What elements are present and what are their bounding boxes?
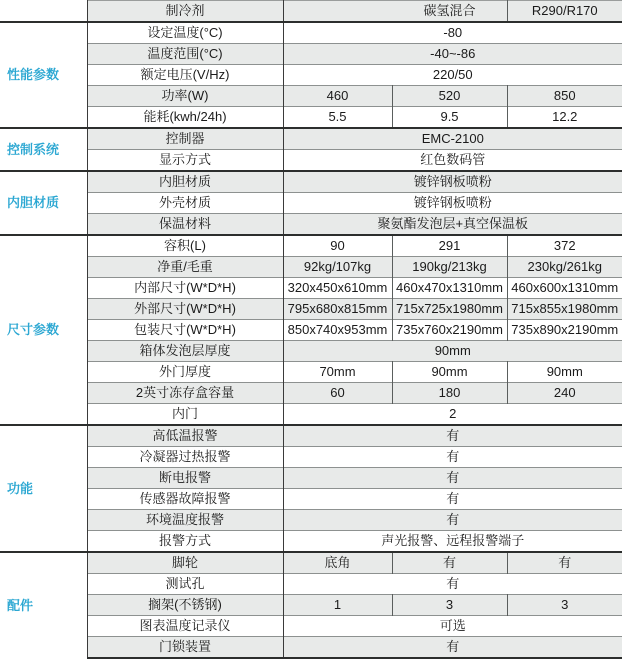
spec-row <box>0 278 622 299</box>
spec-row <box>0 299 622 320</box>
spec-value-cell: 850x740x953mm <box>283 320 392 341</box>
spec-value-cell: 372 <box>507 235 622 257</box>
spec-param-cell: 净重/毛重 <box>87 257 283 278</box>
spec-param-cell: 内门 <box>87 404 283 426</box>
spec-value-cell: 红色数码管 <box>283 150 622 172</box>
spec-param-cell: 容积(L) <box>87 235 283 257</box>
spec-param-cell: 功率(W) <box>87 86 283 107</box>
spec-row <box>0 341 622 362</box>
spec-param-cell: 断电报警 <box>87 468 283 489</box>
spec-param-cell: 图表温度记录仪 <box>87 616 283 637</box>
spec-value-cell: 190kg/213kg <box>392 257 507 278</box>
spec-param-cell: 外门厚度 <box>87 362 283 383</box>
spec-value-cell: 92kg/107kg <box>283 257 392 278</box>
spec-value-cell: 声光报警、远程报警端子 <box>283 531 622 553</box>
category-label-accessories: 配件 <box>0 552 87 658</box>
spec-value-cell: 460x600x1310mm <box>507 278 622 299</box>
spec-value-cell: 1 <box>283 595 392 616</box>
spec-row <box>0 510 622 531</box>
spec-row <box>0 616 622 637</box>
spec-value-cell: 3 <box>392 595 507 616</box>
spec-value-cell: 460x470x1310mm <box>392 278 507 299</box>
spec-value-cell: 有 <box>283 489 622 510</box>
spec-value-cell: 90 <box>283 235 392 257</box>
spec-row <box>0 447 622 468</box>
spec-param-cell: 冷凝器过热报警 <box>87 447 283 468</box>
spec-row <box>0 86 622 107</box>
spec-value-cell: 9.5 <box>392 107 507 129</box>
spec-value-cell: 90mm <box>507 362 622 383</box>
category-label-dimensions: 尺寸参数 <box>0 235 87 425</box>
spec-param-cell: 2英寸冻存盒容量 <box>87 383 283 404</box>
category-label-performance: 性能参数 <box>0 22 87 128</box>
spec-param-cell: 能耗(kwh/24h) <box>87 107 283 129</box>
category-label-top <box>0 1 87 23</box>
spec-param-cell: 外部尺寸(W*D*H) <box>87 299 283 320</box>
spec-row <box>0 257 622 278</box>
spec-row <box>0 552 622 574</box>
spec-row <box>0 1 622 23</box>
spec-value-cell: 镀锌钢板喷粉 <box>283 171 622 193</box>
spec-param-cell: 外壳材质 <box>87 193 283 214</box>
spec-param-cell: 控制器 <box>87 128 283 150</box>
spec-param-cell: 制冷剂 <box>87 1 283 23</box>
spec-row <box>0 22 622 44</box>
spec-param-cell: 内部尺寸(W*D*H) <box>87 278 283 299</box>
spec-value-cell: 有 <box>283 510 622 531</box>
spec-row <box>0 425 622 447</box>
spec-row <box>0 362 622 383</box>
spec-row <box>0 595 622 616</box>
category-label-liner-material: 内胆材质 <box>0 171 87 235</box>
spec-value-cell: 可选 <box>283 616 622 637</box>
spec-value-cell: 聚氨酯发泡层+真空保温板 <box>283 214 622 236</box>
spec-row <box>0 65 622 86</box>
spec-param-cell: 箱体发泡层厚度 <box>87 341 283 362</box>
spec-value-cell: 460 <box>283 86 392 107</box>
spec-table-body <box>0 1 622 659</box>
spec-row <box>0 214 622 236</box>
spec-param-cell: 设定温度(°C) <box>87 22 283 44</box>
spec-param-cell: 环境温度报警 <box>87 510 283 531</box>
spec-value-cell: 735x760x2190mm <box>392 320 507 341</box>
category-label-control-system: 控制系统 <box>0 128 87 171</box>
spec-row <box>0 468 622 489</box>
spec-value-cell: 70mm <box>283 362 392 383</box>
spec-param-cell: 传感器故障报警 <box>87 489 283 510</box>
spec-value-cell: 3 <box>507 595 622 616</box>
spec-param-cell: 额定电压(V/Hz) <box>87 65 283 86</box>
spec-value-cell: 735x890x2190mm <box>507 320 622 341</box>
spec-param-cell: 保温材料 <box>87 214 283 236</box>
spec-value-cell: 有 <box>283 468 622 489</box>
spec-row <box>0 44 622 65</box>
spec-value-cell: -40~-86 <box>283 44 622 65</box>
spec-value-cell: 有 <box>392 552 507 574</box>
spec-value-cell: EMC-2100 <box>283 128 622 150</box>
spec-value-cell: -80 <box>283 22 622 44</box>
spec-param-cell: 高低温报警 <box>87 425 283 447</box>
spec-param-cell: 门锁装置 <box>87 637 283 659</box>
spec-value-cell: 90mm <box>392 362 507 383</box>
spec-value-cell: 520 <box>392 86 507 107</box>
spec-value-cell: 有 <box>283 574 622 595</box>
spec-row <box>0 107 622 129</box>
spec-row <box>0 531 622 553</box>
spec-param-cell: 温度范围(°C) <box>87 44 283 65</box>
spec-param-cell: 内胆材质 <box>87 171 283 193</box>
spec-value-cell: 12.2 <box>507 107 622 129</box>
spec-value-cell: 有 <box>507 552 622 574</box>
spec-row <box>0 193 622 214</box>
spec-param-cell: 搁架(不锈钢) <box>87 595 283 616</box>
spec-value-cell: 240 <box>507 383 622 404</box>
spec-row <box>0 574 622 595</box>
spec-value-cell: 795x680x815mm <box>283 299 392 320</box>
spec-value-cell: 715x725x1980mm <box>392 299 507 320</box>
spec-row <box>0 235 622 257</box>
spec-value-cell: 有 <box>283 447 622 468</box>
spec-value-cell: 291 <box>392 235 507 257</box>
spec-value-cell: 60 <box>283 383 392 404</box>
spec-value-cell: 碳氢混合 <box>283 1 507 23</box>
spec-row <box>0 383 622 404</box>
spec-param-cell: 报警方式 <box>87 531 283 553</box>
spec-value-cell: 850 <box>507 86 622 107</box>
category-label-functions: 功能 <box>0 425 87 552</box>
spec-row <box>0 150 622 172</box>
spec-value-cell: 2 <box>283 404 622 426</box>
spec-row <box>0 128 622 150</box>
spec-row <box>0 637 622 659</box>
spec-param-cell: 包装尺寸(W*D*H) <box>87 320 283 341</box>
spec-param-cell: 脚轮 <box>87 552 283 574</box>
spec-value-cell: 有 <box>283 425 622 447</box>
spec-row <box>0 404 622 426</box>
spec-value-cell: 5.5 <box>283 107 392 129</box>
spec-param-cell: 显示方式 <box>87 150 283 172</box>
spec-row <box>0 171 622 193</box>
spec-param-cell: 测试孔 <box>87 574 283 595</box>
spec-value-cell: 有 <box>283 637 622 659</box>
spec-value-cell: R290/R170 <box>507 1 622 23</box>
spec-value-cell: 180 <box>392 383 507 404</box>
spec-value-cell: 230kg/261kg <box>507 257 622 278</box>
spec-value-cell: 715x855x1980mm <box>507 299 622 320</box>
spec-row <box>0 489 622 510</box>
spec-row <box>0 320 622 341</box>
spec-value-cell: 镀锌钢板喷粉 <box>283 193 622 214</box>
spec-value-cell: 220/50 <box>283 65 622 86</box>
spec-value-cell: 320x450x610mm <box>283 278 392 299</box>
spec-value-cell: 底角 <box>283 552 392 574</box>
spec-value-cell: 90mm <box>283 341 622 362</box>
